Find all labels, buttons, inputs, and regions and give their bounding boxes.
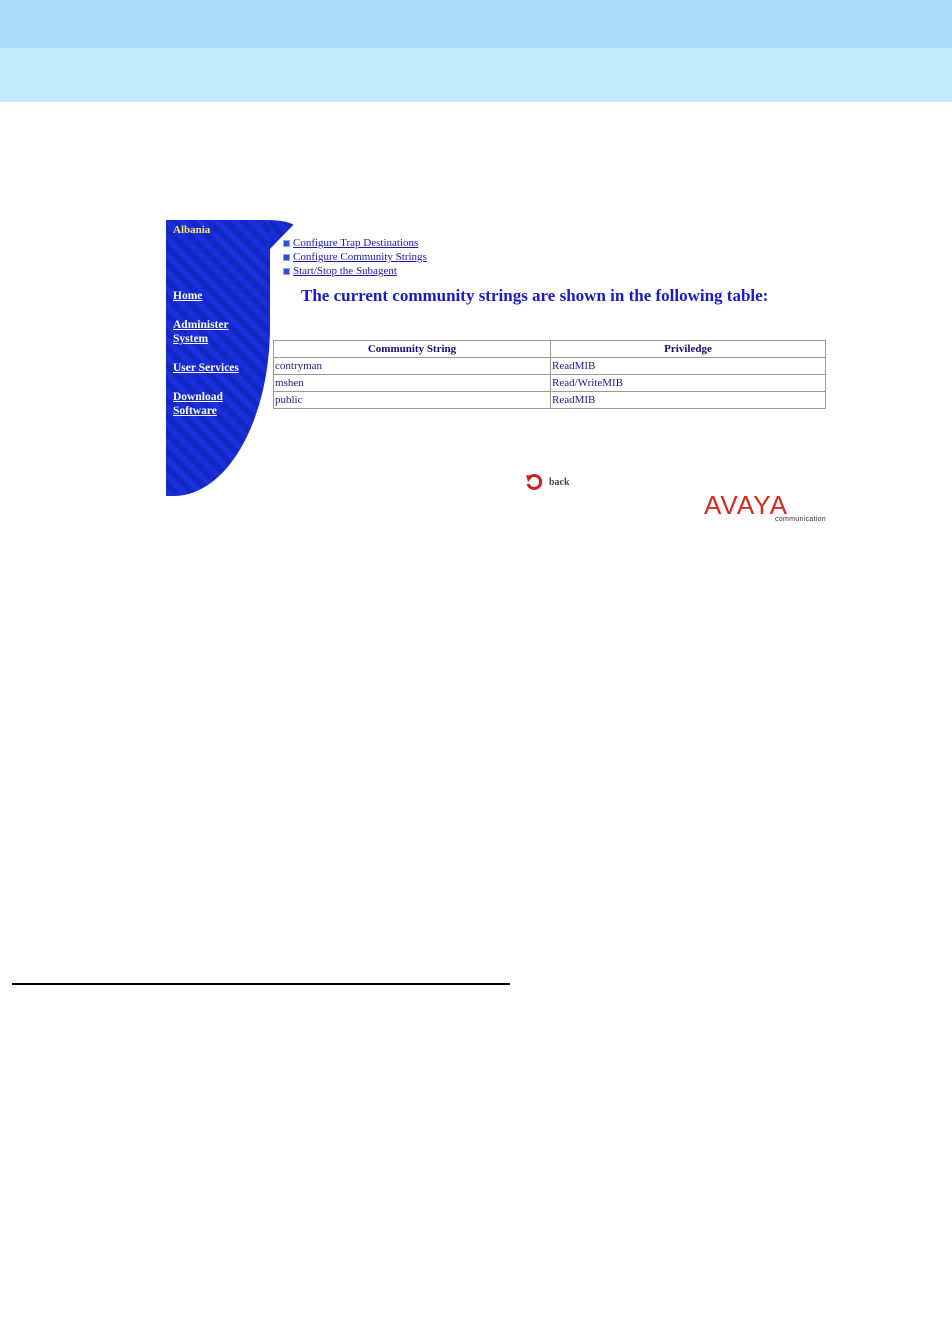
- sidebar-item-home[interactable]: Home: [173, 290, 203, 302]
- cell-priviledge: ReadMIB: [551, 392, 826, 409]
- header-band-bottom: [0, 48, 952, 102]
- sidebar-panel: [166, 220, 270, 496]
- cell-community-string: mshen: [274, 375, 551, 392]
- table-row: [274, 358, 826, 375]
- site-name: Albania: [173, 224, 211, 236]
- back-button[interactable]: [525, 473, 570, 491]
- sidebar-item-download[interactable]: Download: [173, 391, 223, 403]
- header-band-top: [0, 0, 952, 48]
- logo-word: AVAYA: [704, 490, 788, 520]
- bullet-icon: [283, 254, 290, 261]
- footer-rule: [12, 983, 510, 985]
- link-label: Configure Community Strings: [293, 251, 427, 263]
- logo-subtitle: communication: [775, 516, 826, 523]
- sidebar-item-software[interactable]: Software: [173, 405, 217, 417]
- sidebar-item-system[interactable]: System: [173, 333, 209, 345]
- link-configure-trap-destinations[interactable]: [283, 237, 418, 250]
- sidebar-item-administer[interactable]: Administer: [173, 319, 229, 331]
- back-arrow-icon: [525, 473, 543, 491]
- cell-community-string: public: [274, 392, 551, 409]
- cell-priviledge: ReadMIB: [551, 358, 826, 375]
- table-row: [274, 375, 826, 392]
- column-header-priviledge: Priviledge: [551, 341, 826, 358]
- link-configure-community-strings[interactable]: [283, 251, 427, 264]
- page-heading: The current community strings are shown in the following table:: [301, 286, 769, 305]
- link-start-stop-subagent[interactable]: [283, 265, 397, 278]
- bullet-icon: [283, 240, 290, 247]
- community-strings-table: [273, 340, 826, 409]
- sidebar-item-user-services[interactable]: User Services: [173, 362, 239, 374]
- bullet-icon: [283, 268, 290, 275]
- cell-community-string: contryman: [274, 358, 551, 375]
- link-label: Start/Stop the Subagent: [293, 265, 397, 277]
- avaya-logo: [704, 490, 826, 528]
- table-row: [274, 392, 826, 409]
- link-label: Configure Trap Destinations: [293, 237, 419, 249]
- table-header-row: [274, 341, 826, 358]
- cell-priviledge: Read/WriteMIB: [551, 375, 826, 392]
- back-label: back: [549, 476, 570, 488]
- column-header-community-string: Community String: [274, 341, 551, 358]
